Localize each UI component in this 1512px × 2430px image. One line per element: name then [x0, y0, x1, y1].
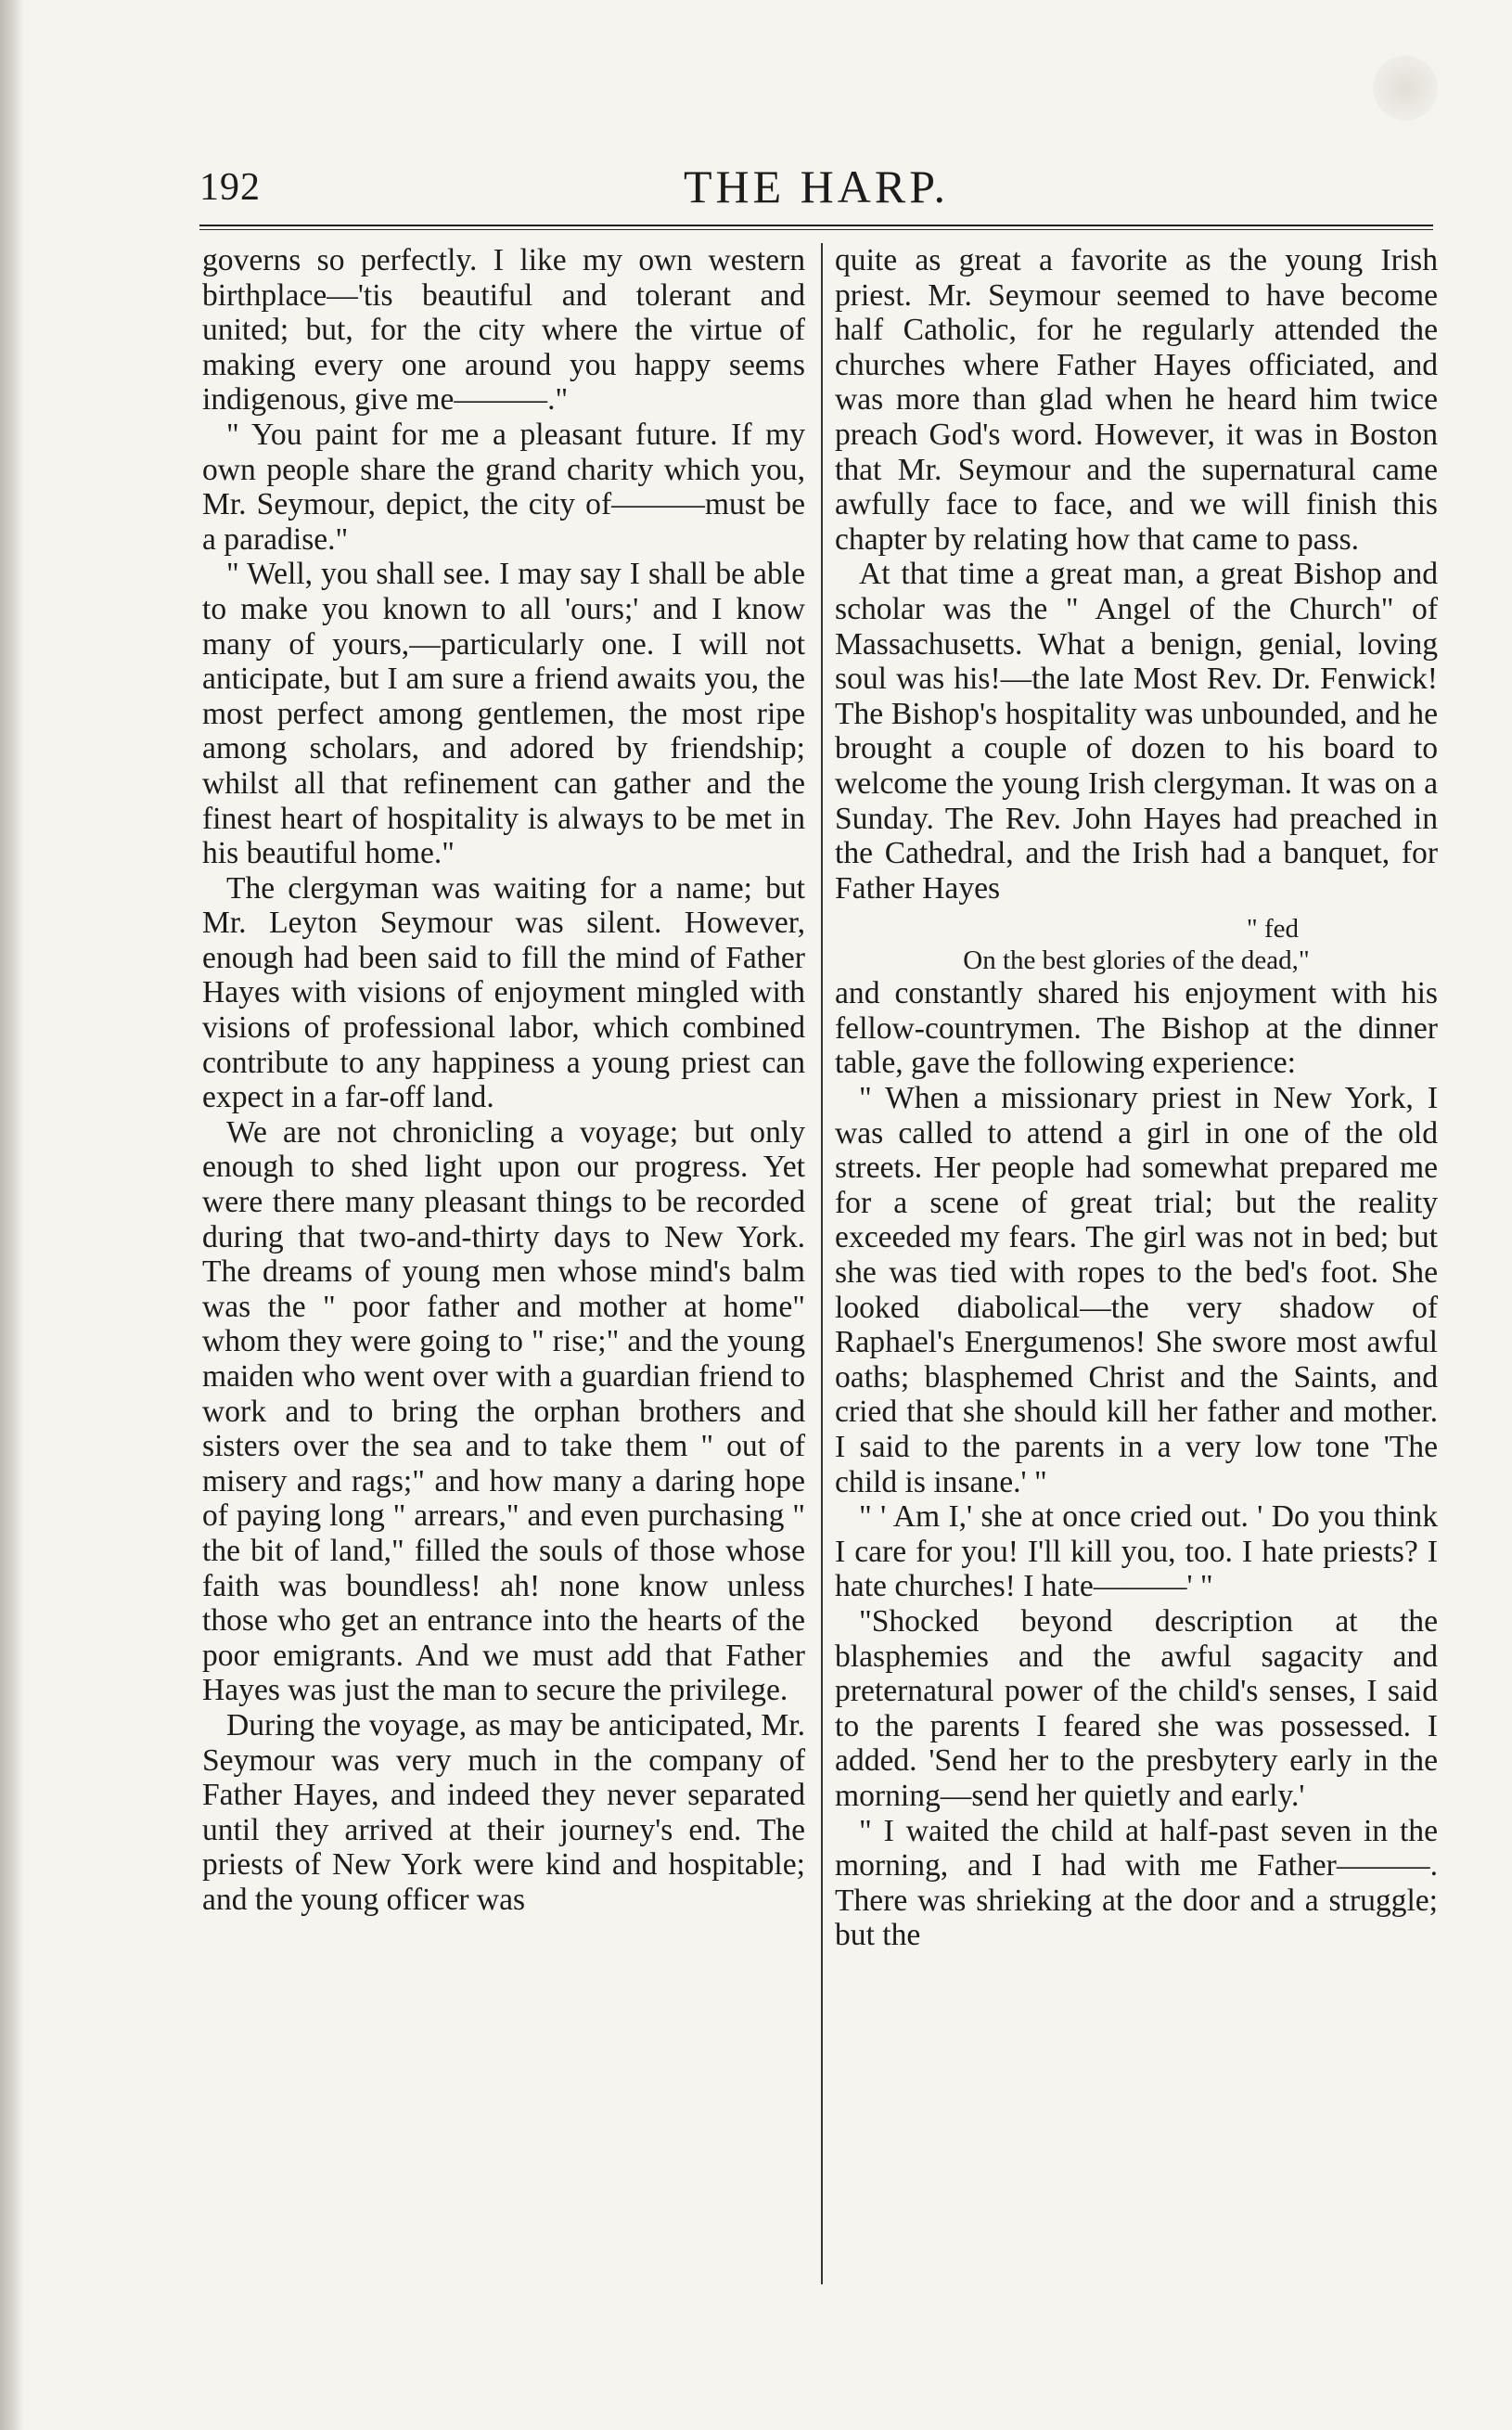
verse-line: On the best glories of the dead," — [963, 945, 1310, 976]
paragraph: "Shocked beyond description at the blasphemies and the awful sagacity and preternatural power of the child's senses, I said to the parents I feared she was possessed. I added. 'Send her to the presbytery early in the morning—send her quietly and early.' — [835, 1603, 1438, 1813]
paragraph: During the voyage, as may be anticipated, Mr. Seymour was very much in the company of Father Hayes, and indeed they never separated until they arrived at their journey's end. The priests of New York were kind and hospitable; and the young officer was — [202, 1707, 805, 1917]
paragraph: governs so perfectly. I like my own western birthplace—'tis beautiful and tolerant and united; but, for the city where the virtue of making every one around you happy seems indigenous, give me———." — [202, 243, 805, 418]
page-header — [199, 156, 1433, 221]
paragraph: " When a missionary priest in New York, I was called to attend a girl in one of the old streets. Her people had somewhat prepared me for a scene of great trial; but the reality exceeded my fears. The girl was not in bed; but she was tied with ropes to the bed's foot. She looked diabolical—the very shadow of Raphael's Energumenos! She swore most awful oaths; blasphemed Christ and the Saints, and cried that she should kill her father and mother. I said to the parents in a very low tone 'The child is insane.' " — [835, 1081, 1438, 1499]
paragraph: " You paint for me a pleasant future. If my own people share the grand charity which you, Mr. Seymour, depict, the city of———must be a paradise." — [202, 417, 805, 557]
verse-quote — [835, 913, 1438, 976]
running-title: THE HARP. — [683, 161, 950, 212]
right-column — [835, 243, 1438, 2284]
paragraph: " I waited the child at half-past seven in the morning, and I had with me Father———. There was shrieking at the door and a struggle; but the — [835, 1813, 1438, 1953]
paragraph: At that time a great man, a great Bishop and scholar was the " Angel of the Church" of Massachusetts. What a benign, genial, loving soul was his!—the late Most Rev. Dr. Fenwick! The Bishop's hospitality was unbounded, and he brought a couple of dozen to his board to welcome the young Irish clergyman. It was on a Sunday. The Rev. John Hayes had preached in the Cathedral, and the Irish had a banquet, for Father Hayes — [835, 557, 1438, 906]
paragraph: and constantly shared his enjoyment with his fellow-countrymen. The Bishop at the dinner table, gave the following experience: — [835, 976, 1438, 1081]
paragraph: The clergyman was waiting for a name; but Mr. Leyton Seymour was silent. However, enough had been said to fill the mind of Father Hayes with visions of enjoyment mingled with visions of professional labor, which combined contribute to any happiness a young priest can expect in a far-off land. — [202, 870, 805, 1115]
paragraph: " ' Am I,' she at once cried out. ' Do you think I care for you! I'll kill you, too. I hate priests? I hate churches! I hate———' " — [835, 1499, 1438, 1604]
page-binding-edge — [0, 0, 24, 2430]
page-number: 192 — [199, 166, 261, 209]
paragraph: quite as great a favorite as the young Irish priest. Mr. Seymour seemed to have become half Catholic, for he regularly attended the churches where Father Hayes officiated, and was more than glad when he heard him twice preach God's word. However, it was in Boston that Mr. Seymour and the supernatural came awfully face to face, and we will finish this chapter by relating how that came to pass. — [835, 243, 1438, 557]
verse-line: " fed — [1246, 914, 1299, 945]
paper-stain — [1373, 56, 1438, 121]
header-rule — [199, 225, 1433, 230]
left-column — [202, 243, 805, 2284]
column-divider — [821, 243, 823, 2284]
paragraph: We are not chronicling a voyage; but only enough to shed light upon our progress. Yet were there many pleasant things to be recorded during that two-and-thirty days to New York. The dreams of young men whose mind's balm was the " poor father and mother at home" whom they were going to " rise;" and the young maiden who went over with a guardian friend to work and to bring the orphan brothers and sisters over the sea and to take them " out of misery and rags;" and how many a daring hope of paying long " arrears," and even purchasing " the bit of land," filled the souls of those whose faith was boundless! ah! none know unless those who get an entrance into the hearts of the poor emigrants. And we must add that Father Hayes was just the man to secure the privilege. — [202, 1114, 805, 1708]
paragraph: " Well, you shall see. I may say I shall be able to make you known to all 'ours;' and I know many of yours,—particularly one. I will not anticipate, but I am sure a friend awaits you, the most perfect among gentlemen, the most ripe among scholars, and adored by friendship; whilst all that refinement can gather and the finest heart of hospitality is always to be met in his beautiful home." — [202, 557, 805, 871]
